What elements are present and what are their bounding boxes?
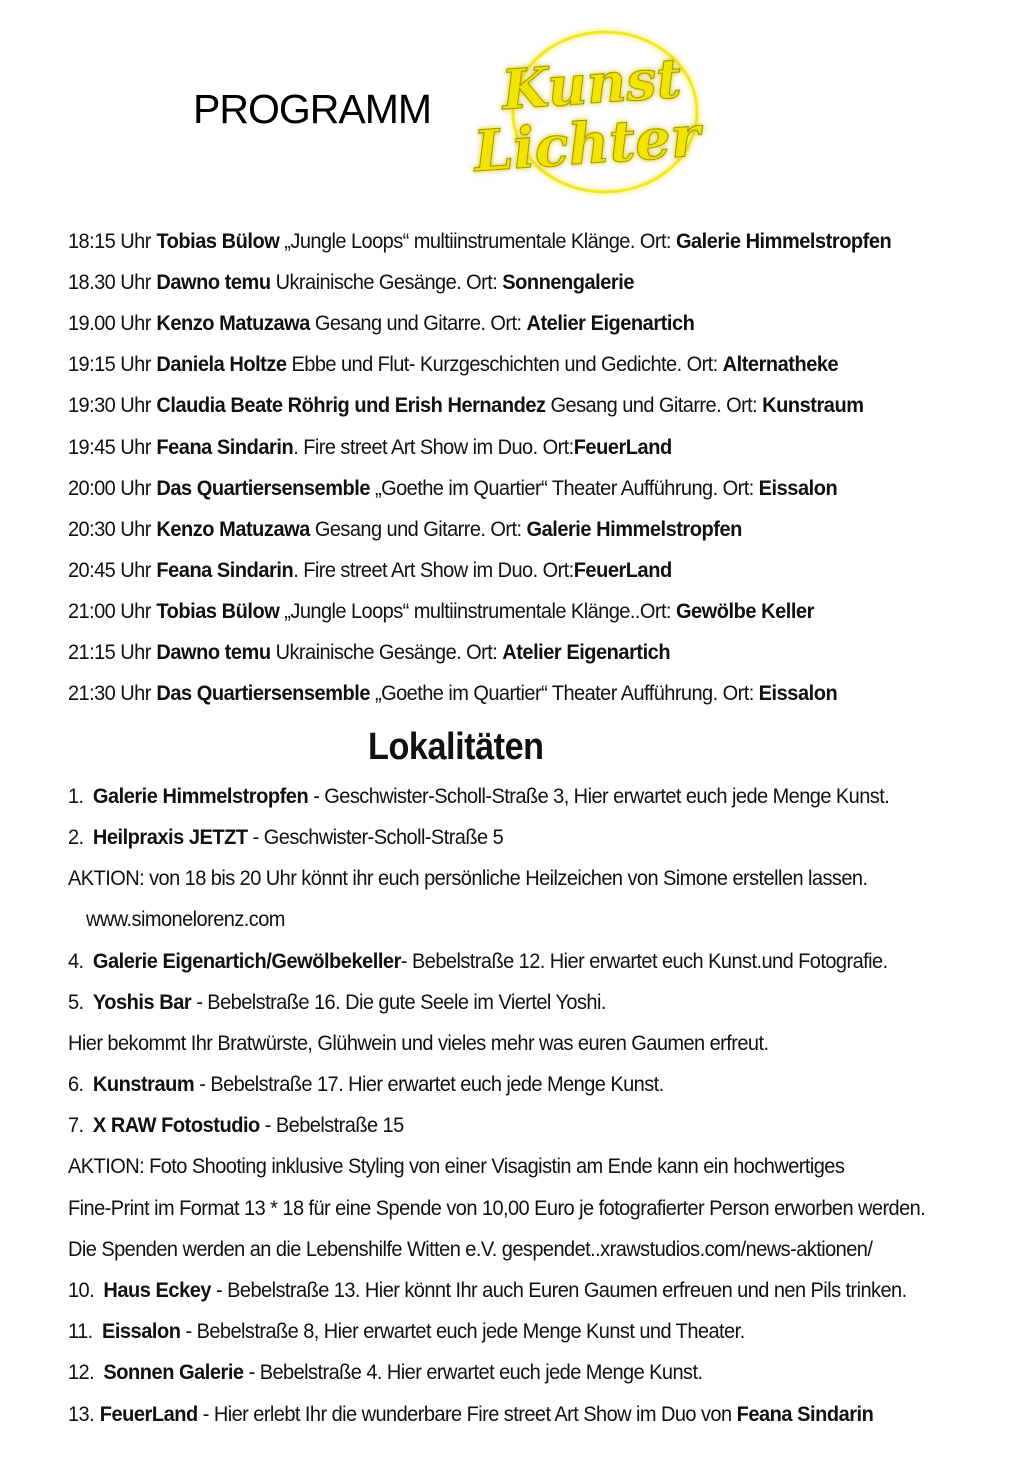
program-artist: Tobias Bülow	[156, 229, 280, 253]
program-desc: Gesang und Gitarre. Ort:	[545, 393, 763, 418]
page-title: PROGRAMM	[193, 86, 431, 132]
program-item	[68, 681, 837, 706]
location-11: 11. Eissalon - Bebelstraße 8, Hier erwartet euch jede Menge Kunst und Theater.	[68, 1319, 745, 1343]
logo-graphic	[455, 22, 765, 202]
program-item	[68, 640, 670, 665]
location-2: 2. Heilpraxis JETZT - Geschwister-Scholl-Straße 5	[68, 825, 504, 849]
program-time: 21:30 Uhr	[68, 681, 151, 706]
program-artist: Kenzo Matuzawa	[156, 516, 310, 541]
program-place: Kunstraum	[762, 393, 864, 418]
program-place: FeuerLand	[573, 434, 672, 459]
program-place: Atelier Eigenartich	[502, 640, 671, 664]
location-10: 10. Haus Eckey - Bebelstraße 13. Hier könnt Ihr auch Euren Gaumen erfreuen und nen Pils trinken.	[68, 1278, 907, 1302]
program-time: 20:00 Uhr	[68, 475, 151, 500]
program-desc: „Goethe im Quartier“ Theater Aufführung. Ort:	[370, 475, 759, 500]
program-item	[68, 517, 742, 542]
location-7-aktion-2: Fine-Print im Format 13 * 18 für eine Spende von 10,00 Euro je fotografierter Person erworben werden.	[68, 1196, 926, 1220]
program-item	[68, 599, 814, 624]
program-item	[68, 270, 634, 295]
svg-text:Lichter: Lichter	[471, 103, 703, 186]
program-desc: Gesang und Gitarre. Ort:	[309, 311, 527, 336]
locations-title: Lokalitäten	[368, 726, 544, 768]
location-5-extra: Hier bekommt Ihr Bratwürste, Glühwein und vieles mehr was euren Gaumen erfreut.	[68, 1031, 769, 1055]
program-time: 20:30 Uhr	[68, 516, 151, 541]
svg-text:Kunst: Kunst	[499, 45, 684, 123]
program-place: FeuerLand	[573, 557, 672, 582]
location-4: 4. Galerie Eigenartich/Gewölbekeller- Bebelstraße 12. Hier erwartet euch Kunst.und Fotografie.	[68, 949, 888, 973]
program-item	[68, 435, 672, 460]
program-item	[68, 229, 891, 254]
program-desc: Ukrainische Gesänge. Ort:	[270, 640, 503, 664]
program-item	[68, 352, 838, 377]
program-place: Sonnengalerie	[502, 270, 634, 295]
location-12: 12. Sonnen Galerie - Bebelstraße 4. Hier erwartet euch jede Menge Kunst.	[68, 1360, 703, 1384]
location-13: 13. FeuerLand - Hier erlebt Ihr die wunderbare Fire street Art Show im Duo von Feana Sindarin	[68, 1402, 874, 1426]
program-place: Galerie Himmelstropfen	[526, 516, 742, 541]
program-place: Atelier Eigenartich	[526, 311, 695, 336]
program-time: 19:30 Uhr	[68, 393, 151, 418]
program-artist: Das Quartiersensemble	[156, 681, 371, 706]
program-desc: Ebbe und Flut- Kurzgeschichten und Gedichte. Ort:	[286, 352, 723, 377]
program-desc: „Jungle Loops“ multiinstrumentale Klänge. Ort:	[279, 229, 676, 253]
program-artist: Tobias Bülow	[156, 598, 280, 623]
program-place: Gewölbe Keller	[675, 598, 814, 623]
location-1: 1. Galerie Himmelstropfen - Geschwister-Scholl-Straße 3, Hier erwartet euch jede Menge Kunst.	[68, 784, 890, 808]
program-time: 21:15 Uhr	[68, 640, 151, 664]
location-7-aktion-3: Die Spenden werden an die Lebenshilfe Witten e.V. gespendet..xrawstudios.com/news-aktionen/	[68, 1237, 873, 1261]
program-item	[68, 476, 837, 501]
location-5: 5. Yoshis Bar - Bebelstraße 16. Die gute Seele im Viertel Yoshi.	[68, 990, 606, 1014]
program-place: Eissalon	[758, 475, 838, 500]
program-time: 21:00 Uhr	[68, 598, 151, 623]
program-artist: Feana Sindarin	[156, 557, 294, 582]
program-desc: „Jungle Loops“ multiinstrumentale Klänge..Ort:	[279, 598, 676, 623]
program-desc: Gesang und Gitarre. Ort:	[309, 516, 527, 541]
program-time: 19:45 Uhr	[68, 434, 151, 459]
program-artist: Daniela Holtze	[156, 352, 287, 377]
program-desc: „Goethe im Quartier“ Theater Aufführung. Ort:	[370, 681, 759, 706]
program-desc: Ukrainische Gesänge. Ort:	[270, 270, 503, 295]
program-time: 19:15 Uhr	[68, 352, 151, 377]
program-artist: Das Quartiersensemble	[156, 475, 371, 500]
program-item	[68, 393, 864, 418]
program-artist: Claudia Beate Röhrig und Erish Hernandez	[156, 393, 546, 418]
program-artist: Dawno temu	[156, 640, 271, 664]
location-2-aktion: AKTION: von 18 bis 20 Uhr könnt ihr euch persönliche Heilzeichen von Simone erstellen lassen.	[68, 866, 868, 890]
program-time: 19.00 Uhr	[68, 311, 151, 336]
location-7-aktion-1: AKTION: Foto Shooting inklusive Styling von einer Visagistin am Ende kann ein hochwertiges	[68, 1154, 845, 1178]
program-place: Alternatheke	[722, 352, 839, 377]
program-time: 20:45 Uhr	[68, 557, 151, 582]
location-2-url: www.simonelorenz.com	[86, 907, 285, 931]
program-item	[68, 311, 694, 336]
location-6: 6. Kunstraum - Bebelstraße 17. Hier erwartet euch jede Menge Kunst.	[68, 1072, 664, 1096]
kunst-lichter-logo	[455, 22, 765, 202]
program-desc: . Fire street Art Show im Duo. Ort:	[293, 434, 574, 459]
program-item	[68, 558, 672, 583]
program-time: 18:15 Uhr	[68, 229, 151, 253]
location-7: 7. X RAW Fotostudio - Bebelstraße 15	[68, 1113, 404, 1137]
program-place: Galerie Himmelstropfen	[675, 229, 892, 253]
program-artist: Dawno temu	[156, 270, 271, 295]
program-artist: Feana Sindarin	[156, 434, 294, 459]
program-time: 18.30 Uhr	[68, 270, 151, 295]
program-artist: Kenzo Matuzawa	[156, 311, 310, 336]
program-place: Eissalon	[758, 681, 838, 706]
program-desc: . Fire street Art Show im Duo. Ort:	[293, 557, 574, 582]
